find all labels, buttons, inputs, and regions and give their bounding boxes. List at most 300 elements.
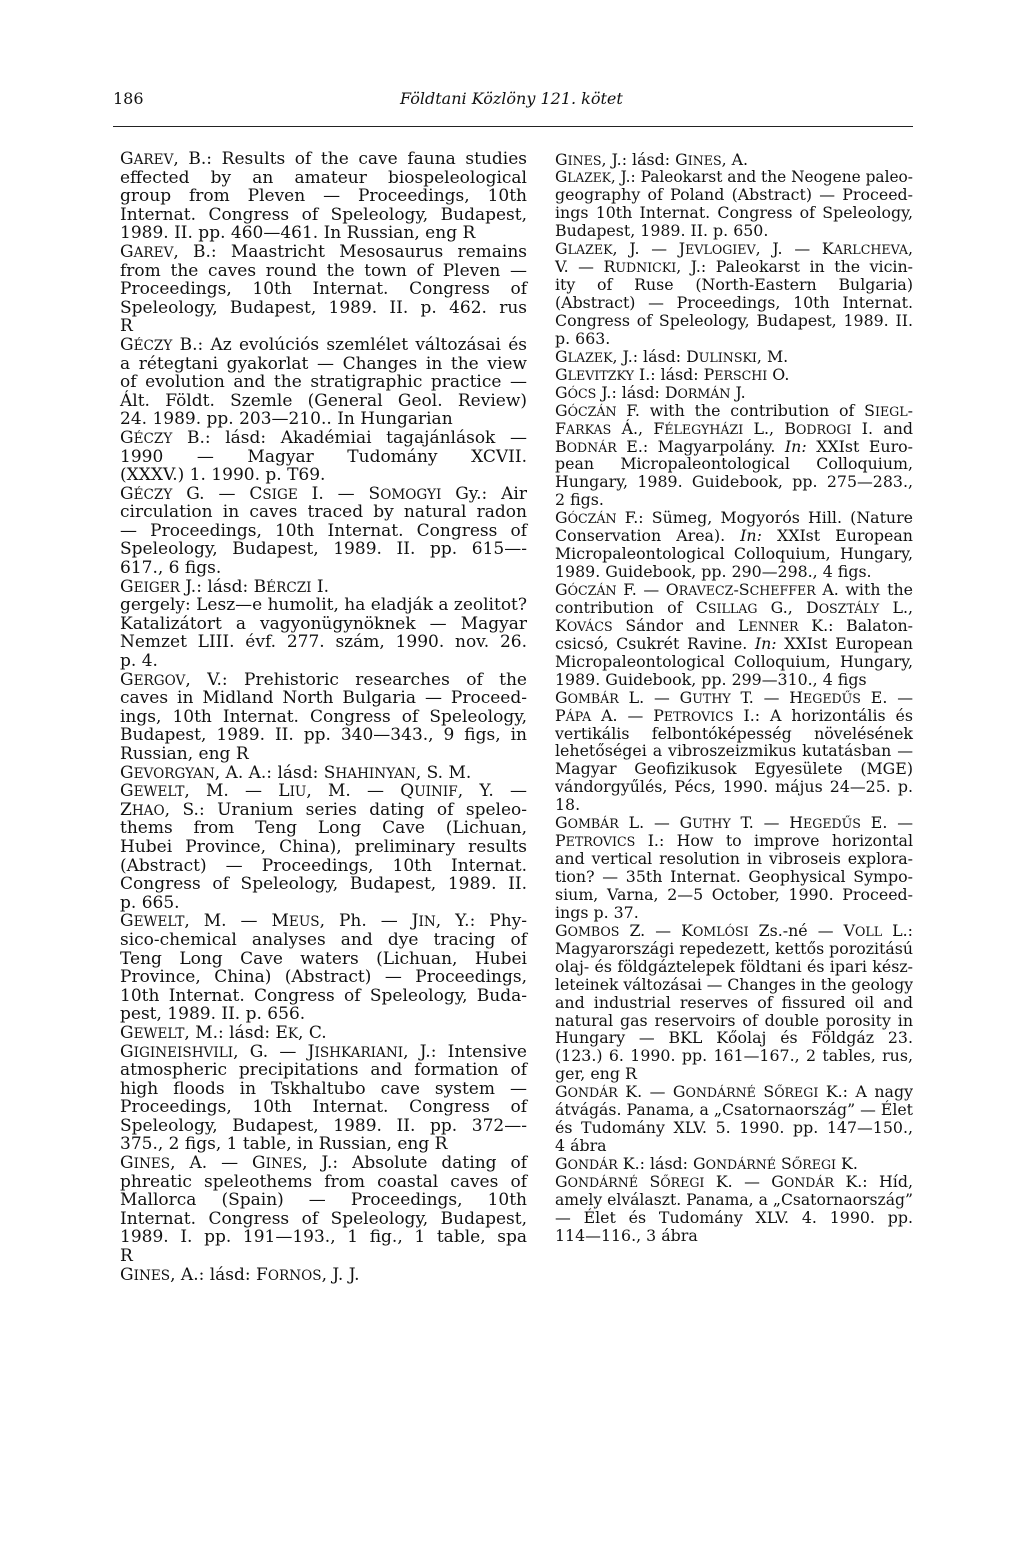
bibliography-line bbox=[120, 373, 527, 392]
bibliography-line bbox=[120, 559, 527, 578]
bibliography-line-text: GÓCZÁN F. — ORAVECZ-SCHEFFER A. with the bbox=[555, 580, 913, 599]
small-caps-text: AREV bbox=[133, 152, 174, 168]
bibliography-line bbox=[120, 1043, 527, 1062]
bibliography-line-text: GERGOV, V.: Prehistoric researches of the bbox=[120, 669, 527, 690]
bibliography-line bbox=[120, 857, 527, 876]
bibliography-entry bbox=[120, 1024, 527, 1043]
small-caps-text: ÁPA bbox=[565, 708, 592, 724]
bibliography-line-text: GÓCS J.: lásd: DORMÁN J. bbox=[555, 382, 746, 402]
bibliography-line bbox=[120, 894, 527, 913]
bibliography-line bbox=[555, 742, 913, 760]
bibliography-line-text: a rétegtani gyakorlat — Changes in the view bbox=[120, 353, 527, 374]
bibliography-line-text: GÉCZY G. — CSIGE I. — SOMOGYI Gy.: Air bbox=[120, 483, 527, 504]
bibliography-entry bbox=[120, 912, 527, 1024]
bibliography-line bbox=[555, 222, 913, 240]
small-caps-text: OMBOS bbox=[567, 923, 620, 939]
small-caps-text: EGEDŰS bbox=[803, 816, 861, 832]
small-caps-text: ERGOV bbox=[133, 672, 186, 689]
bibliography-line-text: (123.) 6. 1990. pp. 161—167., 2 tables, rus, bbox=[555, 1046, 913, 1066]
bibliography-line bbox=[120, 317, 527, 336]
bibliography-entry bbox=[120, 578, 527, 597]
bibliography-line bbox=[555, 994, 913, 1012]
bibliography-line bbox=[555, 778, 913, 796]
small-caps-text: UDNICKI bbox=[615, 260, 677, 276]
bibliography-line-text: GEIGER J.: lásd: BÉRCZI I. bbox=[120, 576, 330, 597]
bibliography-entry bbox=[120, 429, 527, 485]
bibliography-line bbox=[555, 276, 913, 294]
bibliography-line-text: and vertical resolution in vibroseis explora- bbox=[555, 849, 913, 869]
bibliography-line-text: group from Pleven — Proceedings, 10th bbox=[120, 186, 527, 207]
bibliography-line-text: GLAZEK, J.: lásd: DULINSKI, M. bbox=[555, 346, 789, 366]
running-title: Földtani Közlöny 121. kötet bbox=[400, 89, 623, 108]
bibliography-line-text: atmospheric precipitations and formation of bbox=[120, 1060, 527, 1081]
bibliography-line bbox=[120, 671, 527, 690]
bibliography-entry bbox=[120, 764, 527, 783]
bibliography-line bbox=[120, 280, 527, 299]
bibliography-line-text: 1989. Guidebook, pp. 290—298., 4 figs. bbox=[555, 562, 872, 582]
small-caps-text: LAZEK bbox=[567, 349, 613, 365]
bibliography-line bbox=[120, 819, 527, 838]
bibliography-line-text: Congress of Speleology, Budapest, 1989. II. bbox=[555, 310, 913, 330]
bibliography-line-text: Budapest, 1989. II. p. 650. bbox=[555, 221, 769, 241]
bibliography-line-text: p. 663. bbox=[555, 328, 611, 348]
small-caps-text: ETROVICS bbox=[663, 708, 734, 724]
bibliography-entry bbox=[120, 782, 527, 912]
bibliography-line-text: GINES, J.: lásd: GINES, A. bbox=[555, 149, 749, 169]
bibliography-line bbox=[120, 243, 527, 262]
bibliography-entry bbox=[555, 240, 913, 348]
bibliography-line-text: 114—116., 3 ábra bbox=[555, 1225, 698, 1245]
bibliography-line bbox=[555, 1155, 913, 1173]
bibliography-line-text: 617., 6 figs. bbox=[120, 558, 222, 579]
bibliography-line-text: Internat. Congress of Speleology, Budapest, bbox=[120, 1208, 527, 1229]
bibliography-line bbox=[120, 578, 527, 597]
bibliography-entry bbox=[555, 1173, 913, 1245]
bibliography-line bbox=[555, 814, 913, 832]
bibliography-line bbox=[555, 1137, 913, 1155]
bibliography-line bbox=[555, 689, 913, 707]
bibliography-entry bbox=[555, 168, 913, 240]
small-caps-text: IU bbox=[289, 784, 307, 801]
bibliography-line-text: Hungary — BKL Kőolaj és Földgáz 23. bbox=[555, 1028, 913, 1048]
small-caps-text: EVLOGIEV bbox=[685, 242, 756, 258]
bibliography-line-text: GINES, A. — GINES, J.: Absolute dating of bbox=[120, 1153, 527, 1174]
bibliography-line bbox=[555, 330, 913, 348]
bibliography-line bbox=[120, 708, 527, 727]
small-caps-text: EWELT bbox=[133, 914, 185, 931]
bibliography-line-text: Russian, eng R bbox=[120, 744, 249, 764]
bibliography-line bbox=[120, 336, 527, 355]
small-caps-text: ARLCHEVA bbox=[833, 242, 908, 258]
bibliography-entry bbox=[555, 581, 913, 689]
bibliography-line-text: Magyarországi repedezett, kettős porozitású bbox=[555, 938, 913, 958]
bibliography-line-text: BODNÁR E.: Magyarpolány. In: XXIst Euro- bbox=[555, 436, 914, 456]
bibliography-line bbox=[555, 1191, 913, 1209]
bibliography-entry bbox=[555, 366, 913, 384]
bibliography-entry bbox=[120, 1043, 527, 1155]
small-caps-text: ÓCS bbox=[567, 385, 597, 401]
bibliography-line bbox=[120, 503, 527, 522]
bibliography-line-text: (Abstract) — Proceedings, 10th Internat. bbox=[555, 293, 913, 312]
bibliography-line bbox=[555, 725, 913, 743]
bibliography-line bbox=[555, 922, 913, 940]
bibliography-line-text: GOMBOS Z. — KOMLÓSI Zs.-né — VOLL L.: bbox=[555, 920, 914, 940]
bibliography-line-text: GÓCZÁN F. with the contribution of SIEGL- bbox=[555, 400, 913, 420]
small-caps-text: RAVECZ bbox=[678, 583, 734, 598]
small-caps-text: EIGER bbox=[133, 579, 180, 596]
small-caps-text: OLL bbox=[854, 923, 883, 939]
bibliography-line bbox=[555, 402, 913, 420]
bibliography-line-text: — Proceedings, 10th Internat. Congress of bbox=[120, 520, 527, 541]
small-caps-text: ONDÁRNÉ bbox=[567, 1174, 639, 1190]
bibliography-line-text: pean Micropaleontological Colloquium, bbox=[555, 454, 913, 474]
small-caps-text: ENNER bbox=[748, 618, 799, 634]
bibliography-entry bbox=[120, 150, 527, 243]
bibliography-line-text: Proceedings, 10th Internat. Congress of bbox=[120, 1097, 527, 1118]
bibliography-entry bbox=[555, 348, 913, 366]
bibliography-entry bbox=[120, 336, 527, 429]
bibliography-line-text: leteinek változásai — Changes in the geology bbox=[555, 974, 913, 994]
bibliography-line bbox=[555, 240, 913, 258]
bibliography-line-text: gergely: Lesz—e humolit, ha eladják a zeolitot? bbox=[120, 595, 527, 616]
small-caps-text: INES bbox=[567, 152, 602, 168]
bibliography-line-text: ZHAO, S.: Uranium series dating of speleo- bbox=[120, 799, 527, 820]
bibliography-line bbox=[555, 438, 913, 456]
bibliography-line-text: amely elválaszt. Panama, a „Csatornaország” bbox=[555, 1189, 913, 1209]
bibliography-line-text: high floods in Tskhaltubo cave system — bbox=[120, 1078, 527, 1099]
small-caps-text: ORMÁN bbox=[677, 385, 731, 401]
small-caps-text: ONDÁR bbox=[567, 1157, 618, 1172]
bibliography-line bbox=[120, 1228, 527, 1247]
bibliography-line-text: lehetőségei a vibroszeizmikus kutatásban — bbox=[555, 741, 913, 761]
bibliography-line-text: (Abstract) — Proceedings, 10th Internat. bbox=[120, 855, 527, 876]
bibliography-line bbox=[120, 410, 527, 429]
small-caps-text: ONDÁRNÉ bbox=[705, 1157, 777, 1172]
bibliography-entry bbox=[555, 1083, 913, 1155]
bibliography-line bbox=[555, 1209, 913, 1227]
small-caps-text: OMOGYI bbox=[380, 486, 442, 503]
small-caps-text: ŐREGI bbox=[774, 1085, 819, 1101]
bibliography-line-text: 24. 1989. pp. 203—210.. In Hungarian bbox=[120, 409, 453, 430]
small-caps-text: CHEFFER bbox=[749, 583, 816, 598]
bibliography-line-text: KOVÁCS Sándor and LENNER K.: Balaton- bbox=[555, 615, 913, 635]
small-caps-text: ETROVICS bbox=[565, 834, 636, 850]
small-caps-text: ARKAS bbox=[565, 421, 612, 437]
bibliography-line-text: 2 figs. bbox=[555, 490, 604, 510]
small-caps-text: HAO bbox=[131, 802, 165, 819]
italic-text: In: bbox=[754, 633, 777, 653]
small-caps-text: ODNÁR bbox=[566, 439, 617, 455]
bibliography-line-text: GOMBÁR L. — GUTHY T. — HEGEDŰS E. — bbox=[555, 687, 913, 707]
small-caps-text: EWELT bbox=[133, 784, 185, 801]
bibliography-entry bbox=[555, 689, 913, 815]
bibliography-line-text: 1989. I. pp. 191—193., 1 fig., 1 table, spa bbox=[120, 1227, 527, 1248]
bibliography-line bbox=[120, 429, 527, 448]
bibliography-line bbox=[555, 204, 913, 222]
bibliography-line-text: GAREV, B.: Maastricht Mesosaurus remains bbox=[120, 241, 527, 262]
bibliography-line bbox=[120, 206, 527, 225]
bibliography-line-text: GEWELT, M.: lásd: EK, C. bbox=[120, 1022, 327, 1043]
bibliography-line-text: p. 665. bbox=[120, 892, 180, 913]
bibliography-line bbox=[555, 1119, 913, 1137]
small-caps-text: ÉCZY bbox=[133, 337, 173, 354]
bibliography-line-text: 1990 — Magyar Tudomány XCVII. bbox=[120, 446, 527, 467]
small-caps-text: ŐREGI bbox=[791, 1157, 837, 1172]
small-caps-text: ÓCZÁN bbox=[567, 403, 617, 419]
bibliography-line-text: GINES, A.: lásd: FORNOS, J. J. bbox=[120, 1264, 360, 1285]
bibliography-line bbox=[120, 596, 527, 615]
bibliography-line-text: GLAZEK, J.: Paleokarst and the Neogene paleo- bbox=[555, 167, 913, 187]
bibliography-line bbox=[555, 366, 913, 384]
bibliography-line bbox=[555, 599, 913, 617]
small-caps-text: ODROGI bbox=[796, 421, 852, 437]
bibliography-line-text: phreatic speleothems from coastal caves of bbox=[120, 1171, 527, 1192]
bibliography-entry bbox=[120, 671, 527, 764]
bibliography-line bbox=[555, 491, 913, 509]
bibliography-line-text: ings p. 37. bbox=[555, 902, 639, 922]
bibliography-line-text: GLAZEK, J. — JEVLOGIEV, J. — KARLCHEVA, bbox=[555, 239, 913, 259]
bibliography-entry bbox=[555, 384, 913, 402]
bibliography-line-text: R bbox=[120, 1246, 133, 1267]
bibliography-line bbox=[120, 1080, 527, 1099]
small-caps-text: ONDÁR bbox=[567, 1085, 618, 1101]
bibliography-line-text: GONDÁR K.: lásd: GONDÁRNÉ SŐREGI K. bbox=[555, 1154, 858, 1173]
small-caps-text: INES bbox=[133, 1267, 171, 1284]
bibliography-line bbox=[555, 1101, 913, 1119]
small-caps-text: K bbox=[287, 1025, 299, 1042]
bibliography-line bbox=[120, 1154, 527, 1173]
bibliography-line bbox=[555, 635, 913, 653]
bibliography-line bbox=[555, 868, 913, 886]
bibliography-line bbox=[555, 653, 913, 671]
bibliography-line bbox=[120, 262, 527, 281]
bibliography-line-text: GEWELT, M. — LIU, M. — QUINIF, Y. — bbox=[120, 781, 527, 802]
bibliography-line-text: 1989. Guidebook, pp. 299—310., 4 figs bbox=[555, 669, 867, 689]
small-caps-text: ÉRCZI bbox=[266, 579, 312, 596]
bibliography-line-text: Speleology, Budapest, 1989. II. pp. 615—- bbox=[120, 539, 527, 560]
small-caps-text: ŐREGI bbox=[660, 1174, 705, 1190]
bibliography-line bbox=[120, 1024, 527, 1043]
small-caps-text: AREV bbox=[133, 244, 174, 261]
bibliography-line bbox=[555, 1065, 913, 1083]
bibliography-line bbox=[120, 1173, 527, 1192]
bibliography-line bbox=[120, 782, 527, 801]
bibliography-line bbox=[555, 509, 913, 527]
bibliography-line-text: Speleology, Budapest, 1989. II. pp. 372—- bbox=[120, 1115, 527, 1136]
bibliography-line-text: contribution of CSILLAG G., DOSZTÁLY L., bbox=[555, 597, 914, 617]
bibliography-line-text: Micropaleontological Colloquium, Hungary, bbox=[555, 544, 913, 564]
small-caps-text: LAZEK bbox=[567, 242, 613, 258]
small-caps-text: HAHINYAN bbox=[335, 765, 416, 782]
page-number: 186 bbox=[113, 89, 144, 108]
bibliography-line bbox=[120, 912, 527, 931]
bibliography-entry bbox=[555, 402, 913, 510]
bibliography-line bbox=[555, 151, 913, 169]
bibliography-line bbox=[120, 931, 527, 950]
bibliography-line-text: Katalizátort a vagyonügynöknek — Magyar bbox=[120, 613, 527, 634]
bibliography-line-text: Teng Long Cave waters (Lichuan, Hubei bbox=[120, 948, 527, 969]
bibliography-line-text: Micropaleontological Colloquium, Hungary, bbox=[555, 651, 913, 671]
bibliography-line bbox=[555, 384, 913, 402]
bibliography-line-text: GONDÁR K. — GONDÁRNÉ SŐREGI K.: A nagy bbox=[555, 1082, 913, 1102]
bibliography-line bbox=[120, 875, 527, 894]
small-caps-text: ONDÁR bbox=[783, 1174, 835, 1190]
bibliography-line bbox=[120, 745, 527, 764]
bibliography-line bbox=[120, 1005, 527, 1024]
small-caps-text: ERSCHI bbox=[714, 367, 768, 383]
bibliography-line-text: natural gas reservoirs of double porosity in bbox=[555, 1010, 913, 1030]
bibliography-line-text: GÉCZY B.: lásd: Akadémiai tagajánlások — bbox=[120, 427, 527, 448]
small-caps-text: ÓCZÁN bbox=[567, 511, 617, 527]
bibliography-line bbox=[555, 545, 913, 563]
bibliography-line-text: of evolution and the stratigraphic practice — bbox=[120, 372, 527, 393]
bibliography-line bbox=[120, 1191, 527, 1210]
small-caps-text: ORNOS bbox=[267, 1267, 322, 1284]
bibliography-line-text: GEVORGYAN, A. A.: lásd: SHAHINYAN, S. M. bbox=[120, 762, 472, 783]
bibliography-line bbox=[555, 1173, 913, 1191]
bibliography-line bbox=[555, 850, 913, 868]
bibliography-line-text: GEWELT, M. — MEUS, Ph. — JIN, Y.: Phy- bbox=[120, 911, 527, 932]
bibliography-line bbox=[120, 838, 527, 857]
small-caps-text: EVORGYAN bbox=[133, 765, 215, 782]
bibliography-line bbox=[120, 1210, 527, 1229]
bibliography-line bbox=[555, 1029, 913, 1047]
bibliography-line-text: — Élet és Tudomány XLV. 4. 1990. pp. bbox=[555, 1207, 913, 1227]
bibliography-line bbox=[120, 392, 527, 411]
bibliography-line bbox=[120, 299, 527, 318]
bibliography-line-text: GONDÁRNÉ SŐREGI K. — GONDÁR K.: Híd, bbox=[555, 1171, 913, 1191]
small-caps-text: IGINEISHVILI bbox=[133, 1044, 234, 1061]
bibliography-line-text: ings 10th Internat. Congress of Speleology, bbox=[555, 203, 913, 223]
bibliography-line-text: vertikális felbontóképesség növelésének bbox=[555, 723, 913, 743]
small-caps-text: IEGL bbox=[874, 403, 908, 419]
bibliography-line bbox=[555, 1012, 913, 1030]
bibliography-line-text: p. 4. bbox=[120, 651, 158, 672]
bibliography-line bbox=[120, 169, 527, 188]
bibliography-line bbox=[555, 527, 913, 545]
bibliography-line bbox=[120, 689, 527, 708]
bibliography-line bbox=[120, 485, 527, 504]
bibliography-line bbox=[120, 1247, 527, 1266]
bibliography-line bbox=[555, 563, 913, 581]
small-caps-text: ISHKARIANI bbox=[314, 1044, 404, 1061]
bibliography-line-text: V. — RUDNICKI, J.: Paleokarst in the vicin- bbox=[555, 257, 913, 277]
bibliography-line bbox=[555, 168, 913, 186]
bibliography-line bbox=[120, 1098, 527, 1117]
bibliography-line bbox=[555, 940, 913, 958]
small-caps-text: OMLÓSI bbox=[692, 923, 749, 939]
bibliography-line-text: Internat. Congress of Speleology, Budapest, bbox=[120, 204, 527, 225]
small-caps-text: LAZEK bbox=[567, 170, 611, 186]
small-caps-text: ÓCZÁN bbox=[567, 583, 617, 598]
bibliography-line-text: 1989. II. pp. 460—461. In Russian, eng R bbox=[120, 223, 476, 244]
bibliography-line-text: sico-chemical analyses and dye tracing of bbox=[120, 929, 527, 950]
bibliography-line bbox=[120, 224, 527, 243]
bibliography-line-text: 10th Internat. Congress of Speleology, Buda- bbox=[120, 985, 527, 1006]
small-caps-text: OVÁCS bbox=[566, 618, 613, 634]
bibliography-column-left bbox=[120, 150, 527, 1284]
bibliography-line bbox=[555, 1227, 913, 1245]
bibliography-entry bbox=[555, 151, 913, 169]
bibliography-line-text: 18. bbox=[555, 795, 581, 815]
bibliography-line-text: Hungary, 1989. Guidebook, pp. 275—283., bbox=[555, 472, 913, 492]
bibliography-line bbox=[555, 760, 913, 778]
bibliography-line bbox=[120, 1135, 527, 1154]
bibliography-line-text: Hubei Province, China), preliminary results bbox=[120, 836, 527, 857]
bibliography-line-text: PETROVICS I.: How to improve horizontal bbox=[555, 831, 913, 851]
bibliography-line-text: ger, eng R bbox=[555, 1064, 637, 1084]
bibliography-line-text: GLEVITZKY I.: lásd: PERSCHI O. bbox=[555, 364, 790, 384]
bibliography-entry bbox=[120, 1154, 527, 1266]
bibliography-line bbox=[555, 1083, 913, 1101]
small-caps-text: IN bbox=[418, 914, 436, 931]
bibliography-line-text: tion? — 35th Internat. Geophysical Sympo- bbox=[555, 867, 913, 886]
bibliography-line bbox=[555, 473, 913, 491]
bibliography-column-right bbox=[555, 151, 913, 1245]
bibliography-line-text: GÉCZY B.: Az evolúciós szemlélet változásai és bbox=[120, 334, 527, 355]
bibliography-line bbox=[555, 186, 913, 204]
bibliography-line-text: geography of Poland (Abstract) — Proceed- bbox=[555, 185, 913, 205]
small-caps-text: OMBÁR bbox=[567, 690, 619, 706]
bibliography-line bbox=[555, 958, 913, 976]
bibliography-line bbox=[120, 950, 527, 969]
bibliography-line bbox=[555, 294, 913, 312]
bibliography-line-text: Congress of Speleology, Budapest, 1989. II. bbox=[120, 874, 527, 895]
small-caps-text: ONDÁRNÉ bbox=[685, 1085, 756, 1101]
bibliography-line-text: sium, Varna, 2—5 October, 1990. Proceed- bbox=[555, 884, 913, 904]
bibliography-line bbox=[120, 540, 527, 559]
bibliography-line bbox=[120, 652, 527, 671]
bibliography-entry bbox=[120, 596, 527, 670]
bibliography-entry bbox=[555, 509, 913, 581]
small-caps-text: SILLAG bbox=[707, 600, 758, 616]
bibliography-entry bbox=[555, 922, 913, 1083]
bibliography-line-text: Budapest, 1989. II. pp. 340—343., 9 figs, in bbox=[120, 725, 527, 746]
bibliography-line-text: pest, 1989. II. p. 656. bbox=[120, 1004, 306, 1025]
small-caps-text: EGEDŰS bbox=[803, 690, 861, 706]
small-caps-text: ÉLEGYHÁZI bbox=[664, 421, 744, 437]
header-rule bbox=[113, 126, 913, 127]
italic-text: In: bbox=[740, 526, 762, 546]
bibliography-line-text: R bbox=[120, 316, 133, 337]
bibliography-line bbox=[120, 150, 527, 169]
bibliography-line bbox=[555, 348, 913, 366]
bibliography-line-text: Magyar Geofizikusok Egyesülete (MGE) bbox=[555, 759, 913, 779]
bibliography-line-text: Ált. Földt. Szemle (General Geol. Review) bbox=[120, 390, 527, 411]
bibliography-line bbox=[555, 671, 913, 689]
bibliography-line bbox=[120, 448, 527, 467]
bibliography-line-text: GIGINEISHVILI, G. — JISHKARIANI, J.: Intensive bbox=[120, 1041, 527, 1062]
small-caps-text: OMBÁR bbox=[567, 816, 619, 832]
bibliography-line-text: from the caves round the town of Pleven — bbox=[120, 260, 527, 281]
bibliography-line-text: Province, China) (Abstract) — Proceedings, bbox=[120, 967, 527, 988]
bibliography-line bbox=[120, 633, 527, 652]
bibliography-line bbox=[555, 1047, 913, 1065]
bibliography-line-text: Nemzet LIII. évf. 277. szám, 1990. nov. 26. bbox=[120, 632, 527, 653]
bibliography-line-text: Proceedings, 10th Internat. Congress of bbox=[120, 279, 527, 300]
bibliography-line-text: 4 ábra bbox=[555, 1136, 607, 1156]
italic-text: In: bbox=[784, 436, 807, 456]
bibliography-line bbox=[120, 764, 527, 783]
bibliography-line-text: ity of Ruse (North-Eastern Bulgaria) bbox=[555, 275, 913, 295]
bibliography-line-text: 375., 2 figs, 1 table, in Russian, eng R bbox=[120, 1134, 448, 1155]
bibliography-line bbox=[555, 886, 913, 904]
bibliography-line bbox=[120, 726, 527, 745]
bibliography-line bbox=[120, 1061, 527, 1080]
bibliography-entry bbox=[555, 1155, 913, 1173]
bibliography-line-text: olaj- és földgáztelepek földtani és ipari kész- bbox=[555, 956, 913, 976]
bibliography-line-text: FARKAS Á., FÉLEGYHÁZI L., BODROGI I. and bbox=[555, 418, 913, 438]
